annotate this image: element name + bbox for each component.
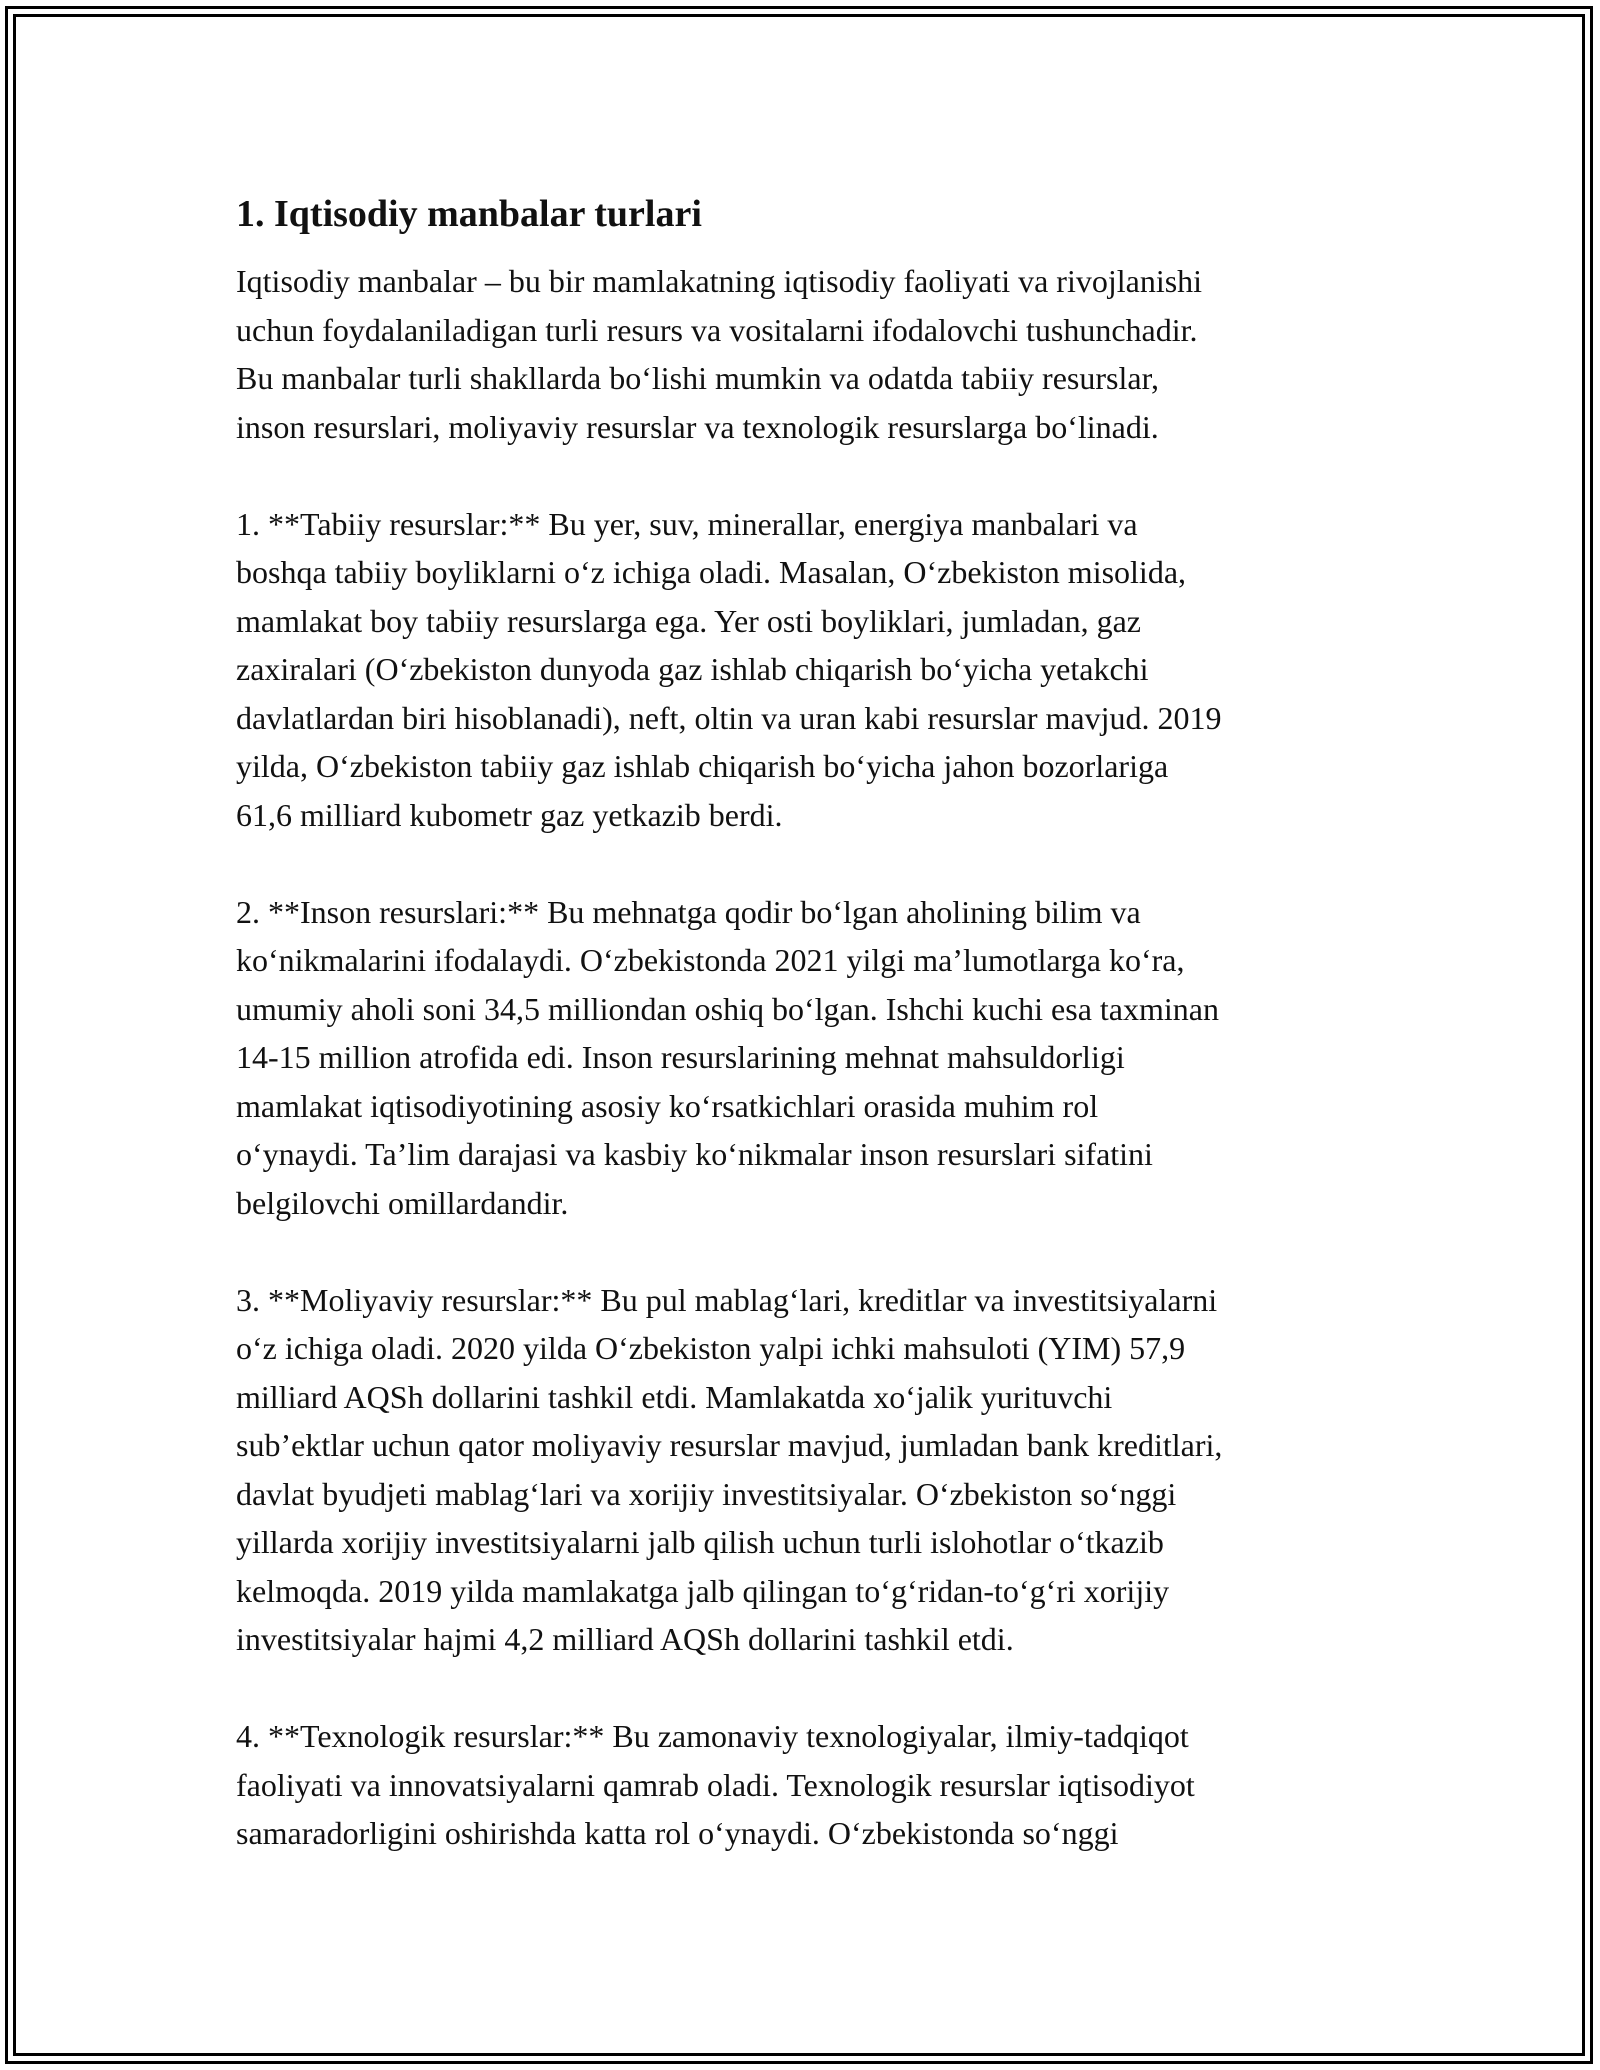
text-line: uchun foydalaniladigan turli resurs va vositalarni ifodalovchi tushunchadir. — [236, 311, 1198, 348]
text-line: 4. **Texnologik resurslar:** Bu zamonaviy texnologiyalar, ilmiy-tadqiqot — [236, 1718, 1189, 1754]
text-line: boshqa tabiiy boyliklarni o‘z ichiga oladi. Masalan, O‘zbekiston misolida, — [236, 554, 1187, 590]
text-line: o‘ynaydi. Ta’lim darajasi va kasbiy ko‘nikmalar inson resurslari sifatini — [236, 1136, 1153, 1172]
text-line: belgilovchi omillardandir. — [236, 1184, 569, 1221]
text-line: davlatlardan biri hisoblanadi), neft, oltin va uran kabi resurslar mavjud. 2019 — [236, 699, 1222, 736]
text-line: mamlakat iqtisodiyotining asosiy ko‘rsatkichlari orasida muhim rol — [236, 1087, 1099, 1124]
text-line: yilda, O‘zbekiston tabiiy gaz ishlab chiqarish bo‘yicha jahon bozorlariga — [236, 748, 1169, 784]
section-heading: 1. Iqtisodiy manbalar turlari — [236, 193, 702, 235]
text-line: o‘z ichiga oladi. 2020 yilda O‘zbekiston yalpi ichki mahsuloti (YIM) 57,9 — [236, 1330, 1186, 1366]
text-line: inson resurslari, moliyaviy resurslar va texnologik resurslarga bo‘linadi. — [236, 408, 1159, 445]
text-line: investitsiyalar hajmi 4,2 milliard AQSh dollarini tashkil etdi. — [236, 1621, 1014, 1657]
text-line: Bu manbalar turli shakllarda bo‘lishi mumkin va odatda tabiiy resurslar, — [236, 360, 1159, 396]
text-line: sub’ektlar uchun qator moliyaviy resurslar mavjud, jumladan bank kreditlari, — [236, 1427, 1223, 1463]
text-line: faoliyati va innovatsiyalarni qamrab oladi. Texnologik resurslar iqtisodiyot — [236, 1766, 1195, 1803]
text-line: davlat byudjeti mablag‘lari va xorijiy investitsiyalar. O‘zbekiston so‘nggi — [236, 1475, 1177, 1512]
document-page — [236, 185, 1376, 1906]
technological-resources-paragraph — [236, 1712, 1376, 1858]
human-resources-paragraph — [236, 888, 1376, 1228]
text-line: yillarda xorijiy investitsiyalarni jalb qilish uchun turli islohotlar o‘tkazib — [236, 1524, 1164, 1560]
natural-resources-paragraph — [236, 500, 1376, 840]
text-line: ko‘nikmalarini ifodalaydi. O‘zbekistonda 2021 yilgi ma’lumotlarga ko‘ra, — [236, 942, 1185, 978]
text-line: samaradorligini oshirishda katta rol o‘ynaydi. O‘zbekistonda so‘nggi — [236, 1815, 1119, 1851]
text-line: Iqtisodiy manbalar – bu bir mamlakatning iqtisodiy faoliyati va rivojlanishi — [236, 263, 1203, 299]
financial-resources-paragraph — [236, 1276, 1376, 1664]
text-line: 3. **Moliyaviy resurslar:** Bu pul mablag‘lari, kreditlar va investitsiyalarni — [236, 1281, 1218, 1318]
text-line: mamlakat boy tabiiy resurslarga ega. Yer osti boyliklari, jumladan, gaz — [236, 602, 1141, 639]
text-line: zaxiralari (O‘zbekiston dunyoda gaz ishlab chiqarish bo‘yicha yetakchi — [236, 651, 1149, 687]
intro-paragraph — [236, 257, 1376, 451]
text-line: kelmoqda. 2019 yilda mamlakatga jalb qilingan to‘g‘ridan-to‘g‘ri xorijiy — [236, 1572, 1170, 1609]
text-line: 14-15 million atrofida edi. Inson resurslarining mehnat mahsuldorligi — [236, 1039, 1125, 1075]
text-line: umumiy aholi soni 34,5 milliondan oshiq bo‘lgan. Ishchi kuchi esa taxminan — [236, 990, 1219, 1027]
text-line: 1. **Tabiiy resurslar:** Bu yer, suv, minerallar, energiya manbalari va — [236, 505, 1138, 542]
text-line: milliard AQSh dollarini tashkil etdi. Mamlakatda xo‘jalik yurituvchi — [236, 1378, 1113, 1415]
text-line: 2. **Inson resurslari:** Bu mehnatga qodir bo‘lgan aholining bilim va — [236, 893, 1141, 930]
text-line: 61,6 milliard kubometr gaz yetkazib berdi. — [236, 796, 783, 833]
